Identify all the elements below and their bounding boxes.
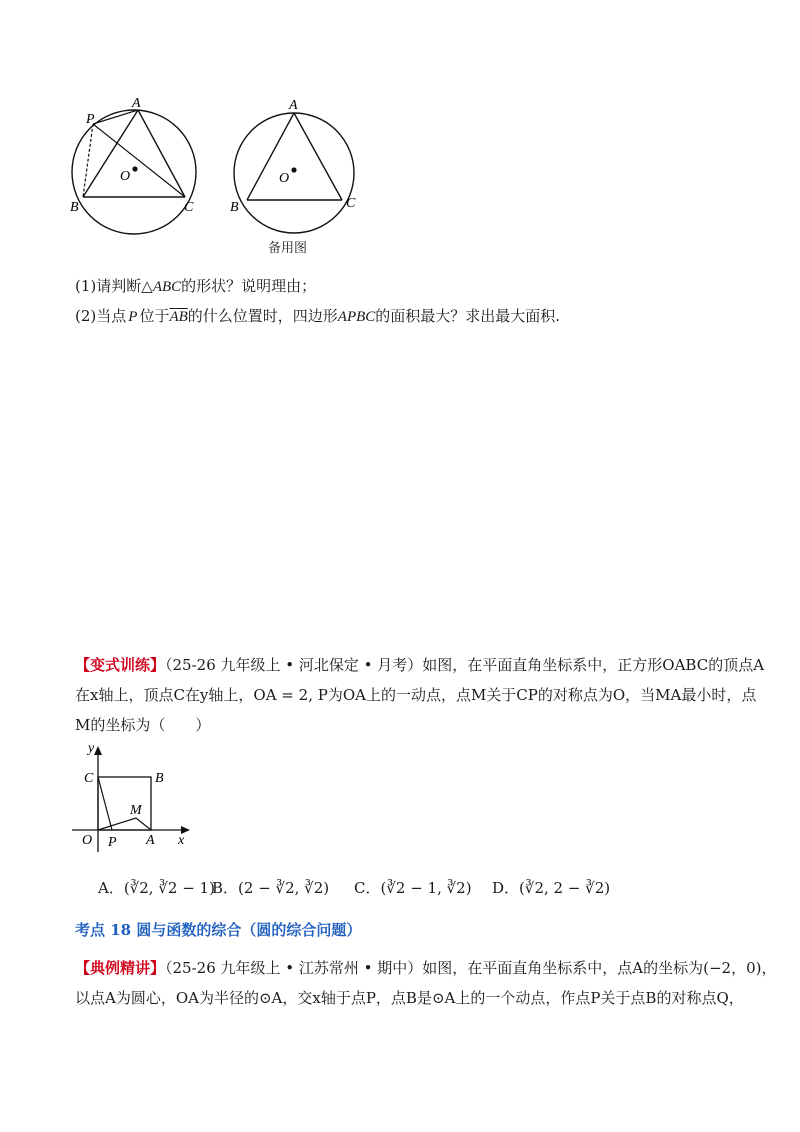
segment-om	[98, 818, 136, 830]
q2-number: (2)	[75, 307, 97, 325]
variant-line-2: 在x轴上，顶点C在y轴上，OA = 2, P为OA上的一动点，点M关于CP的对称点为O，当MA最小时，点	[75, 686, 757, 704]
left-label-c: C	[184, 200, 194, 215]
segment-ma	[136, 818, 151, 830]
question-2	[75, 306, 560, 327]
right-side-ac	[294, 113, 342, 200]
right-side-ab	[247, 113, 294, 200]
example-text-1: （25-26 九年级上 • 江苏常州 • 期中）如图，在平面直角坐标系中，点A的坐标为(−2，0)，	[165, 959, 777, 977]
option-b-label: B．	[212, 879, 239, 897]
segment-cp	[98, 777, 112, 830]
option-c-value: (∛2 − 1, ∛2)	[380, 879, 472, 897]
figure-caption: 备用图	[268, 241, 308, 256]
example-line-2: 以点A为圆心，OA为半径的⊙A，交x轴于点P，点B是⊙A上的一个动点，作点P关于点B的对称点Q，	[75, 989, 744, 1007]
right-center-dot	[291, 167, 296, 172]
variant-text-1: （25-26 九年级上 • 河北保定 • 月考）如图，在平面直角坐标系中，正方形OABC的顶点A	[165, 656, 765, 674]
option-b[interactable]	[212, 878, 329, 898]
q2-text-a: 当点	[96, 307, 127, 325]
option-a-label: A．	[98, 879, 124, 897]
label-m: M	[130, 803, 142, 818]
triangle-symbol: △	[141, 277, 153, 295]
left-label-p: P	[86, 112, 95, 127]
right-label-c: C	[346, 196, 356, 211]
y-axis-arrow-icon	[94, 746, 102, 755]
coordinate-figure	[68, 740, 198, 855]
q1-number: (1)	[75, 277, 97, 295]
left-label-o: O	[120, 169, 131, 184]
q2-text-b: 位于	[139, 307, 170, 325]
variant-line-3: M的坐标为（ ）	[75, 716, 211, 734]
label-p: P	[108, 835, 117, 850]
example-line-1	[75, 958, 777, 978]
right-circle	[234, 113, 354, 233]
left-label-b: B	[70, 200, 79, 215]
label-o: O	[82, 833, 93, 848]
q2-text-d: 的面积最大？求出最大面积.	[375, 307, 561, 325]
q2-arc-ab: $\overline{AB}$	[169, 309, 188, 325]
option-a[interactable]	[98, 878, 215, 898]
q2-point-p: P	[128, 309, 138, 325]
option-d-value: (∛2, 2 − ∛2)	[519, 879, 611, 897]
label-a: A	[146, 833, 155, 848]
q2-text-c: 的什么位置时，四边形	[187, 307, 338, 325]
q1-text-a: 请判断	[96, 277, 142, 295]
label-y: y	[88, 741, 95, 756]
right-label-a: A	[289, 98, 298, 113]
circle-figure	[60, 95, 380, 260]
option-b-value: (2 − ∛2, ∛2)	[238, 879, 330, 897]
option-a-value: (∛2, ∛2 − 1)	[123, 879, 215, 897]
label-b: B	[155, 771, 164, 786]
variant-line-1	[75, 655, 764, 675]
right-label-b: B	[230, 200, 239, 215]
left-side-ac	[138, 110, 185, 197]
option-d[interactable]	[492, 878, 610, 898]
example-tag: 【典例精讲】	[75, 959, 166, 977]
q1-text-b: 的形状？说明理由；	[181, 277, 317, 295]
q1-triangle-name: ABC	[152, 279, 182, 295]
left-label-a: A	[132, 96, 141, 111]
left-circle	[72, 110, 196, 234]
label-c: C	[84, 771, 94, 786]
option-c-label: C．	[354, 879, 381, 897]
q2-quad-name: APBC	[337, 309, 376, 325]
left-center-dot	[132, 166, 137, 171]
label-x: x	[178, 833, 185, 848]
option-d-label: D．	[492, 879, 520, 897]
option-c[interactable]	[354, 878, 472, 898]
section-heading: 考点 18 圆与函数的综合（圆的综合问题）	[75, 921, 362, 939]
variant-tag: 【变式训练】	[75, 656, 166, 674]
right-label-o: O	[279, 171, 290, 186]
question-1	[75, 276, 316, 297]
